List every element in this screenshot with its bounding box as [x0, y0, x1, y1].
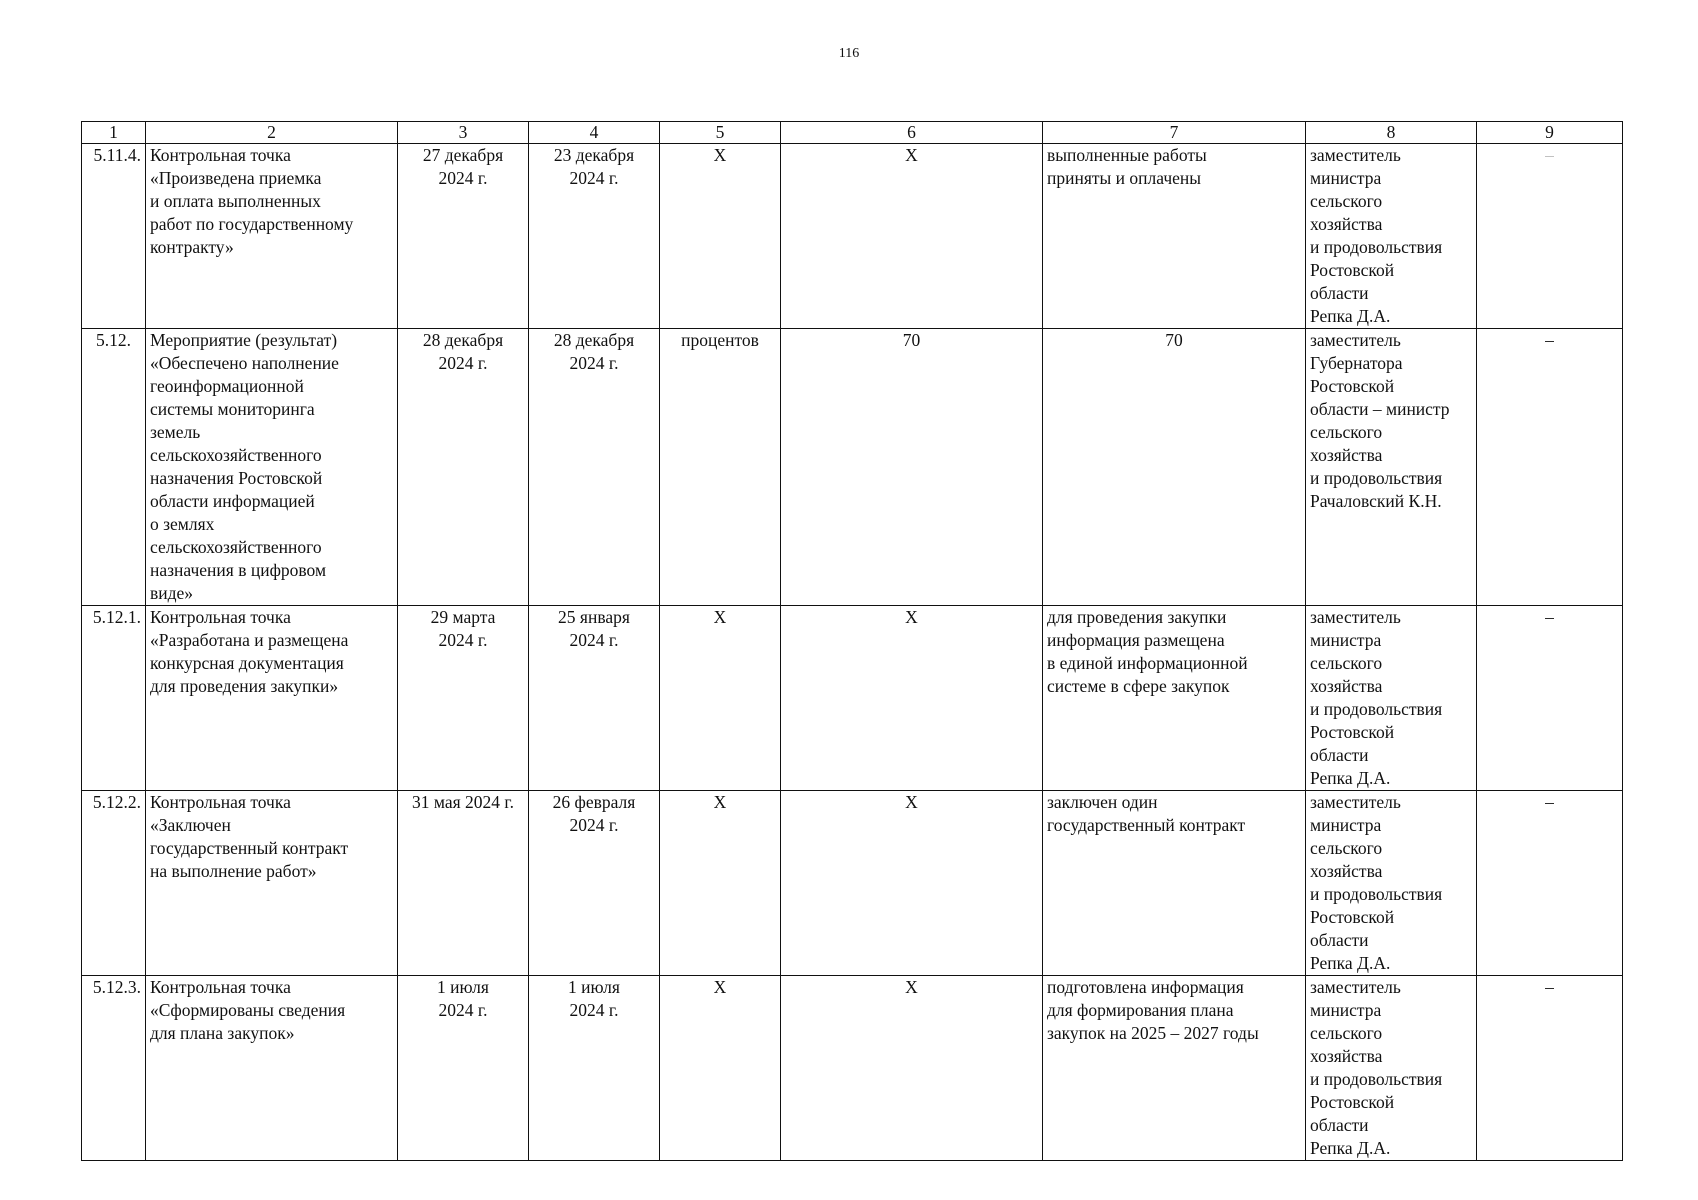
row-number: 5.12.3.	[82, 976, 146, 1161]
item-name: Контрольная точка «Заключен государственный контракт на выполнение работ»	[146, 791, 398, 976]
responsible: заместитель министра сельского хозяйства и продовольствия Ростовской области Репка Д.А.	[1306, 791, 1477, 976]
row-number: 5.11.4.	[82, 144, 146, 329]
planned-date: 27 декабря 2024 г.	[398, 144, 529, 329]
row-number: 5.12.1.	[82, 606, 146, 791]
column-header: 6	[781, 122, 1043, 144]
column-header: 2	[146, 122, 398, 144]
unit: X	[660, 976, 781, 1161]
page-number: 116	[838, 46, 860, 61]
actual-date: 28 декабря 2024 г.	[529, 329, 660, 606]
unit: X	[660, 606, 781, 791]
table-row	[82, 976, 1623, 1161]
table-row	[82, 329, 1623, 606]
column-header: 1	[82, 122, 146, 144]
value: X	[781, 144, 1043, 329]
planned-date: 29 марта 2024 г.	[398, 606, 529, 791]
planned-date: 31 мая 2024 г.	[398, 791, 529, 976]
table-row	[82, 144, 1623, 329]
note: –	[1477, 606, 1623, 791]
note: –	[1477, 329, 1623, 606]
result: 70	[1043, 329, 1306, 606]
row-number: 5.12.2.	[82, 791, 146, 976]
actual-date: 26 февраля 2024 г.	[529, 791, 660, 976]
unit: X	[660, 791, 781, 976]
column-header: 3	[398, 122, 529, 144]
table-row	[82, 606, 1623, 791]
unit: процентов	[660, 329, 781, 606]
planned-date: 28 декабря 2024 г.	[398, 329, 529, 606]
table-row	[82, 791, 1623, 976]
column-number-row	[82, 122, 1623, 144]
value: X	[781, 606, 1043, 791]
responsible: заместитель министра сельского хозяйства и продовольствия Ростовской области Репка Д.А.	[1306, 144, 1477, 329]
result: подготовлена информация для формирования плана закупок на 2025 – 2027 годы	[1043, 976, 1306, 1161]
actual-date: 25 января 2024 г.	[529, 606, 660, 791]
result: заключен один государственный контракт	[1043, 791, 1306, 976]
responsible: заместитель министра сельского хозяйства и продовольствия Ростовской области Репка Д.А.	[1306, 606, 1477, 791]
value: X	[781, 976, 1043, 1161]
responsible: заместитель Губернатора Ростовской области – министр сельского хозяйства и продовольствия Рачаловский К.Н.	[1306, 329, 1477, 606]
value: X	[781, 791, 1043, 976]
row-number: 5.12.	[82, 329, 146, 606]
unit: X	[660, 144, 781, 329]
responsible: заместитель министра сельского хозяйства и продовольствия Ростовской области Репка Д.А.	[1306, 976, 1477, 1161]
item-name: Контрольная точка «Сформированы сведения для плана закупок»	[146, 976, 398, 1161]
result: выполненные работы приняты и оплачены	[1043, 144, 1306, 329]
planned-date: 1 июля 2024 г.	[398, 976, 529, 1161]
column-header: 7	[1043, 122, 1306, 144]
column-header: 4	[529, 122, 660, 144]
note: –	[1477, 976, 1623, 1161]
actual-date: 23 декабря 2024 г.	[529, 144, 660, 329]
value: 70	[781, 329, 1043, 606]
note: –	[1477, 791, 1623, 976]
plan-table	[81, 121, 1623, 1161]
actual-date: 1 июля 2024 г.	[529, 976, 660, 1161]
item-name: Контрольная точка «Разработана и размещена конкурсная документация для проведения закупки»	[146, 606, 398, 791]
item-name: Контрольная точка «Произведена приемка и оплата выполненных работ по государственному контракту»	[146, 144, 398, 329]
result: для проведения закупки информация размещена в единой информационной системе в сфере закупок	[1043, 606, 1306, 791]
column-header: 8	[1306, 122, 1477, 144]
column-header: 9	[1477, 122, 1623, 144]
note: –	[1477, 144, 1623, 329]
item-name: Мероприятие (результат) «Обеспечено наполнение геоинформационной системы мониторинга земель сельскохозяйственного назначения Ростовской области информацией о землях сельскохозяйственного назначения в цифровом виде»	[146, 329, 398, 606]
column-header: 5	[660, 122, 781, 144]
